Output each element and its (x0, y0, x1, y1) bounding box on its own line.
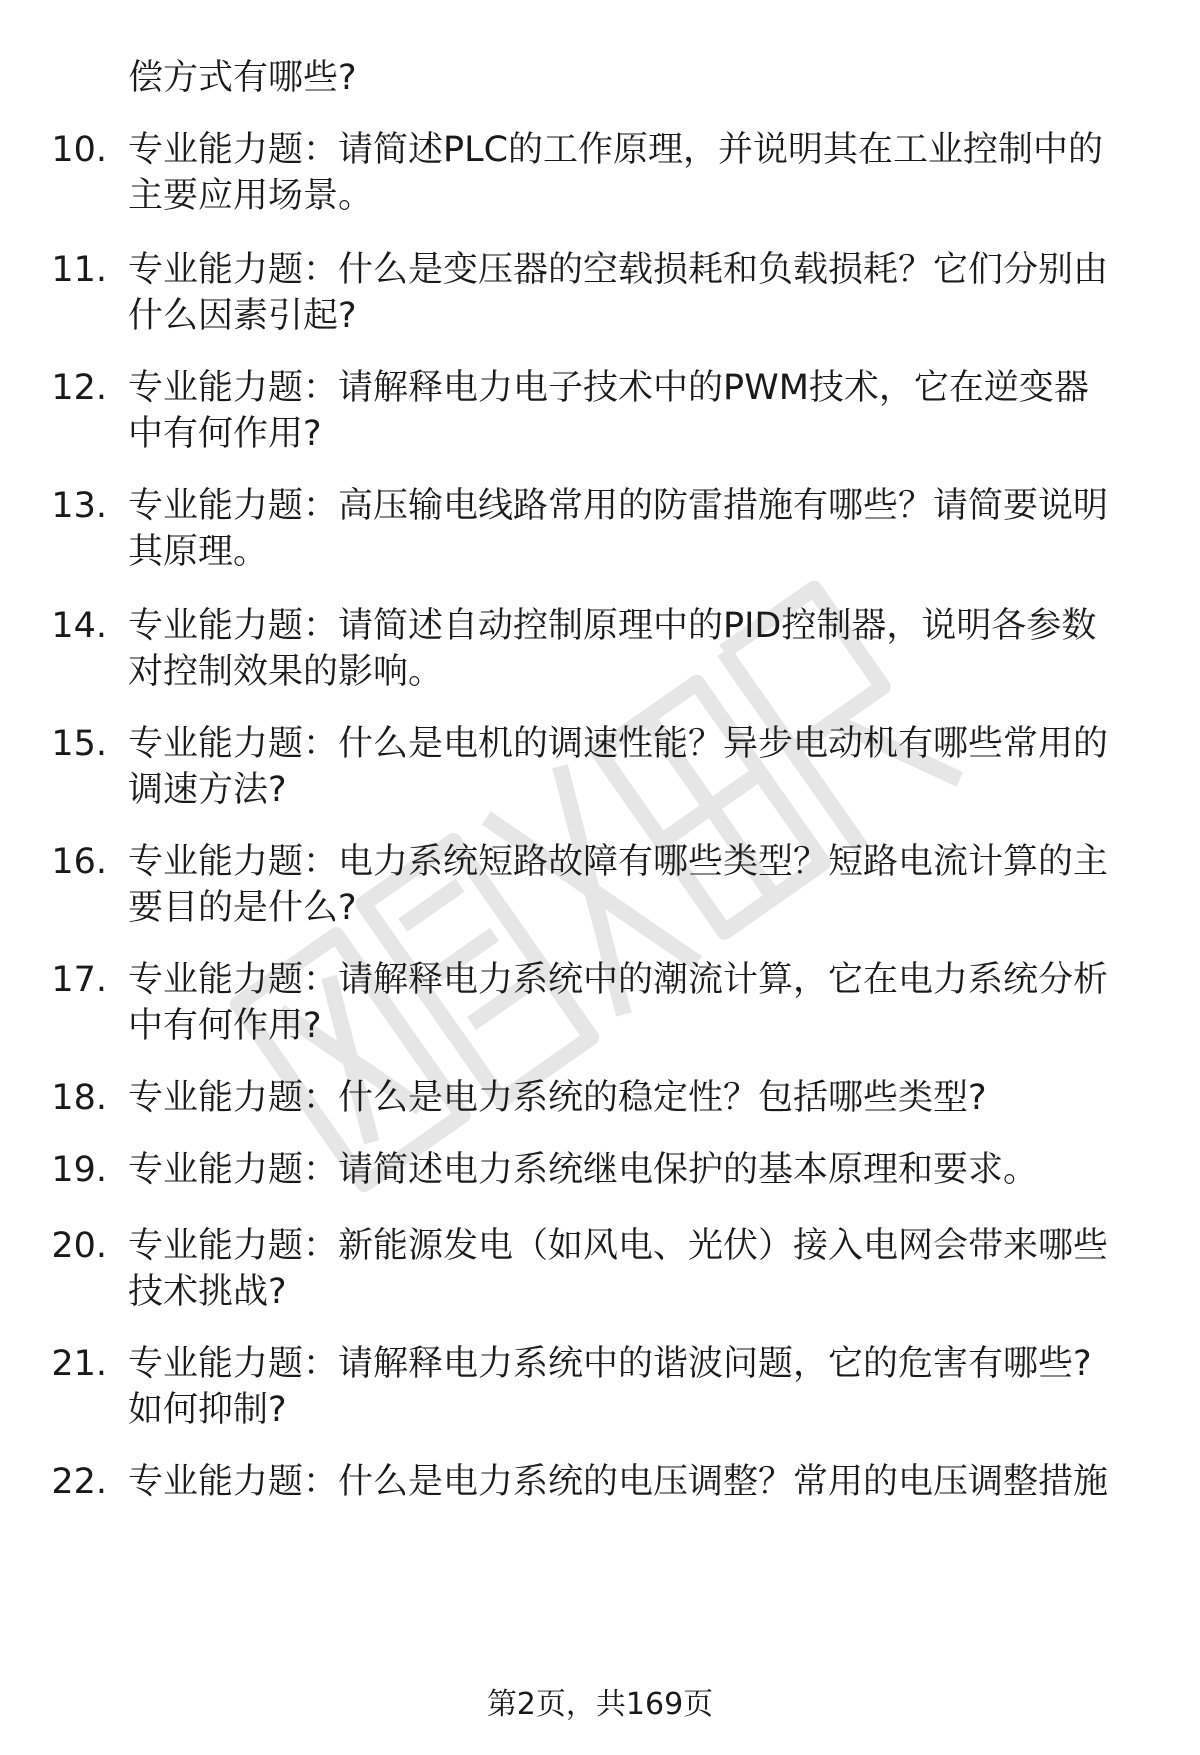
question-text-line: 专业能力题：什么是电力系统的稳定性？包括哪些类型? (128, 1078, 987, 1118)
question-22 (0, 1457, 1200, 1507)
question-number: 22. (51, 1462, 107, 1502)
question-number: 12. (51, 368, 107, 408)
question-text-line: 专业能力题：请简述PLC的工作原理，并说明其在工业控制中的 (128, 130, 1104, 170)
question-text-line: 专业能力题：什么是电机的调速性能？异步电动机有哪些常用的 (128, 724, 1109, 764)
question-16-line-2 (0, 883, 1200, 933)
question-15-line-2 (0, 765, 1200, 815)
question-12 (0, 363, 1200, 413)
question-number: 19. (51, 1150, 107, 1190)
question-text-line: 要目的是什么? (128, 888, 357, 928)
question-number: 18. (51, 1078, 107, 1118)
question-text-line: 中有何作用? (128, 1006, 322, 1046)
question-14 (0, 601, 1200, 651)
question-text-line: 专业能力题：什么是变压器的空载损耗和负载损耗？它们分别由 (128, 250, 1109, 290)
question-17-line-2 (0, 1001, 1200, 1051)
question-17 (0, 955, 1200, 1005)
question-number: 15. (51, 724, 107, 764)
question-text-line: 其原理。 (128, 532, 269, 572)
question-21-line-2 (0, 1385, 1200, 1435)
question-text-line: 什么因素引起? (128, 296, 357, 336)
question-10-line-2 (0, 171, 1200, 221)
question-9-continuation (0, 53, 1200, 103)
question-text-line: 主要应用场景。 (128, 176, 374, 216)
question-text-line: 对控制效果的影响。 (128, 652, 444, 692)
question-number: 13. (51, 486, 107, 526)
question-text-line: 专业能力题：请解释电力系统中的谐波问题，它的危害有哪些? (128, 1344, 1092, 1384)
question-20-line-2 (0, 1267, 1200, 1317)
question-21 (0, 1339, 1200, 1389)
question-18 (0, 1073, 1200, 1123)
question-14-line-2 (0, 647, 1200, 697)
question-number: 16. (51, 842, 107, 882)
question-number: 11. (51, 250, 107, 290)
question-text-line: 偿方式有哪些? (128, 58, 357, 98)
question-13 (0, 481, 1200, 531)
question-text-line: 中有何作用? (128, 414, 322, 454)
question-number: 21. (51, 1344, 107, 1384)
question-12-line-2 (0, 409, 1200, 459)
question-text-line: 如何抑制? (128, 1390, 287, 1430)
question-text-line: 专业能力题：电力系统短路故障有哪些类型？短路电流计算的主 (128, 842, 1109, 882)
question-text-line: 专业能力题：请解释电力电子技术中的PWM技术，它在逆变器 (128, 368, 1089, 408)
question-text-line: 调速方法? (128, 770, 287, 810)
question-16 (0, 837, 1200, 887)
question-19 (0, 1145, 1200, 1195)
question-number: 10. (51, 130, 107, 170)
question-text-line: 专业能力题：请解释电力系统中的潮流计算，它在电力系统分析 (128, 960, 1109, 1000)
question-text-line: 专业能力题：请简述自动控制原理中的PID控制器，说明各参数 (128, 606, 1097, 646)
question-text-line: 专业能力题：新能源发电（如风电、光伏）接入电网会带来哪些 (128, 1226, 1109, 1266)
question-text-line: 专业能力题：什么是电力系统的电压调整？常用的电压调整措施 (128, 1462, 1109, 1502)
question-text-line: 专业能力题：请简述电力系统继电保护的基本原理和要求。 (128, 1150, 1039, 1190)
question-11 (0, 245, 1200, 295)
question-11-line-2 (0, 291, 1200, 341)
question-number: 17. (51, 960, 107, 1000)
page-footer: 第2页，共169页 (486, 1687, 714, 1722)
question-10 (0, 125, 1200, 175)
question-text-line: 技术挑战? (128, 1272, 287, 1312)
question-number: 20. (51, 1226, 107, 1266)
question-13-line-2 (0, 527, 1200, 577)
question-text-line: 专业能力题：高压输电线路常用的防雷措施有哪些？请简要说明 (128, 486, 1109, 526)
question-20 (0, 1221, 1200, 1271)
question-15 (0, 719, 1200, 769)
question-number: 14. (51, 606, 107, 646)
